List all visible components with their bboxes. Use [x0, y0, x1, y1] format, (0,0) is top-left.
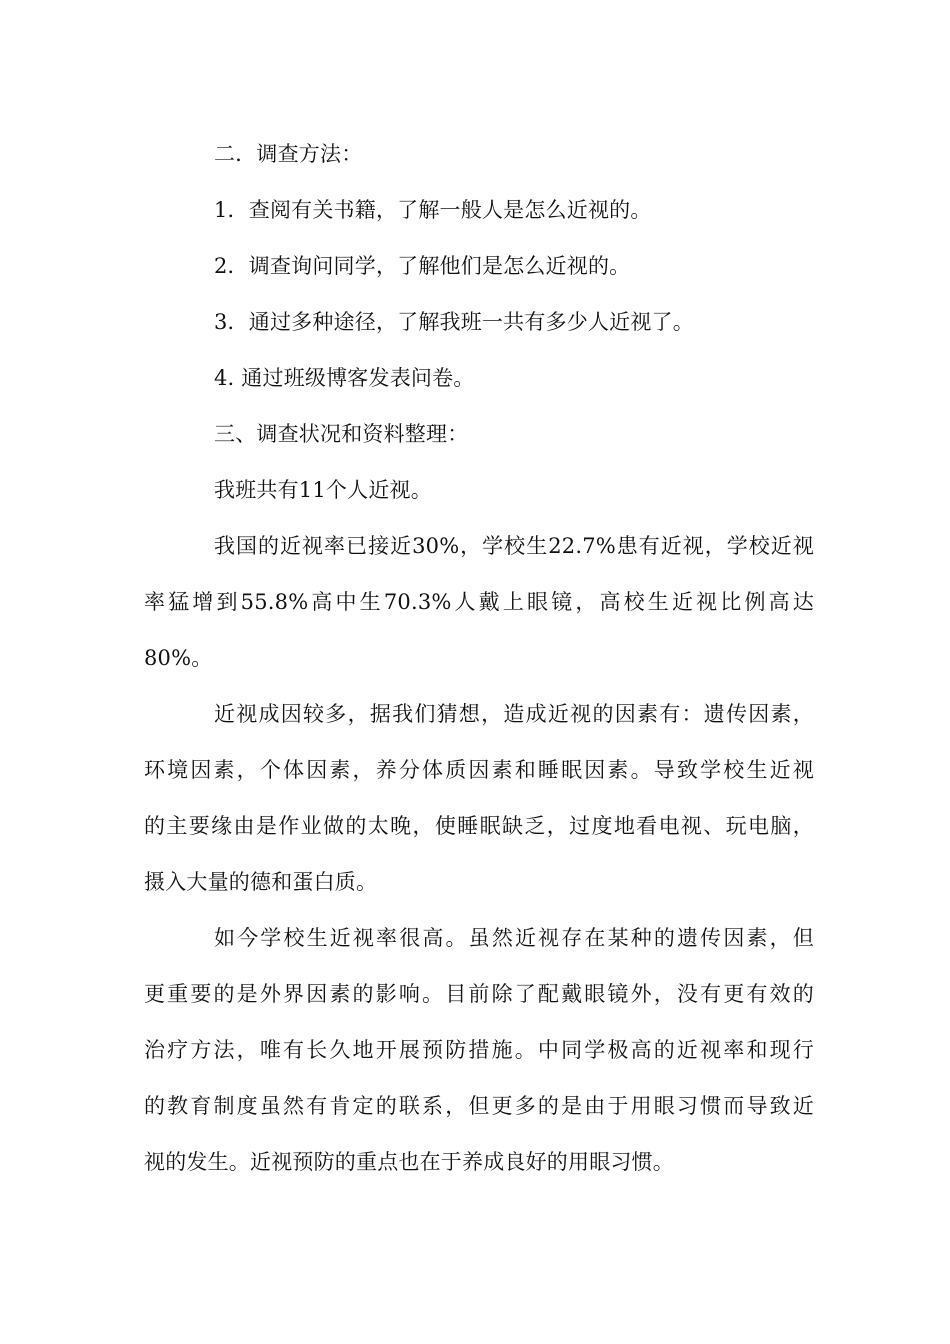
paragraph-line: 的教育制度虽然有肯定的联系，但更多的是由于用眼习惯而导致近	[144, 1094, 814, 1118]
paragraph-line: 的主要缘由是作业做的太晚，使睡眠缺乏，过度地看电视、玩电脑，	[144, 814, 814, 838]
paragraph-prevention	[144, 910, 814, 1190]
section-heading-findings: 三、调查状况和资料整理：	[214, 422, 469, 446]
paragraph-line: 率猛增到55.8%高中生70.3%人戴上眼镜，高校生近视比例高达	[144, 590, 814, 614]
section-heading-methods: 二．调查方法：	[214, 142, 363, 166]
method-item-2: 2．调查询问同学，了解他们是怎么近视的。	[214, 254, 631, 278]
paragraph-causes	[144, 686, 814, 910]
method-item-3: 3．通过多种途径，了解我班一共有多少人近视了。	[214, 310, 694, 334]
document-body	[144, 126, 814, 1190]
paragraph-class-count: 我班共有11个人近视。	[214, 478, 432, 502]
paragraph-line: 我国的近视率已接近30%，学校生22.7%患有近视，学校近视	[214, 534, 814, 558]
method-item-1: 1．查阅有关书籍，了解一般人是怎么近视的。	[214, 198, 652, 222]
paragraph-national-rate	[144, 518, 814, 686]
paragraph-line: 近视成因较多，据我们猜想，造成近视的因素有：遗传因素，	[214, 702, 814, 726]
method-item-4: 4. 通过班级博客发表问卷。	[214, 366, 475, 390]
paragraph-line: 如今学校生近视率很高。虽然近视存在某种的遗传因素，但	[214, 926, 814, 950]
paragraph-line: 治疗方法，唯有长久地开展预防措施。中同学极高的近视率和现行	[144, 1038, 814, 1062]
paragraph-line: 视的发生。近视预防的重点也在于养成良好的用眼习惯。	[144, 1150, 674, 1174]
paragraph-line: 环境因素，个体因素，养分体质因素和睡眠因素。导致学校生近视	[144, 758, 814, 782]
paragraph-line: 摄入大量的德和蛋白质。	[144, 870, 378, 894]
paragraph-line: 80%。	[144, 646, 213, 670]
paragraph-line: 更重要的是外界因素的影响。目前除了配戴眼镜外，没有更有效的	[144, 982, 814, 1006]
